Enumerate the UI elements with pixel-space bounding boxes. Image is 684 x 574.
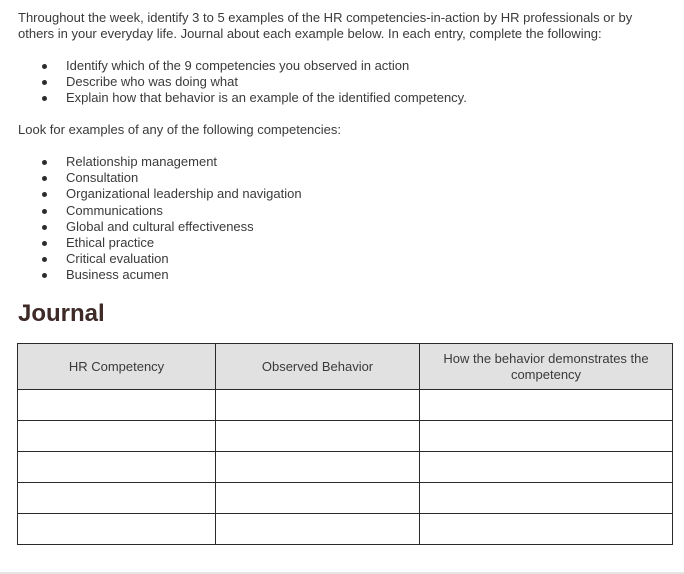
instruction-item	[0, 74, 467, 90]
competency-item	[0, 267, 302, 283]
bullet-icon	[42, 192, 47, 197]
column-header-observed-behavior: Observed Behavior	[216, 344, 420, 390]
bullet-icon	[42, 160, 47, 165]
competency-item	[0, 235, 302, 251]
observed-behavior-cell[interactable]	[216, 483, 420, 514]
bullet-icon	[42, 225, 47, 230]
table-row	[18, 421, 673, 452]
bullet-icon	[42, 241, 47, 246]
table-row	[18, 452, 673, 483]
competency-text: Global and cultural effectiveness	[66, 218, 254, 234]
observed-behavior-cell[interactable]	[216, 421, 420, 452]
demonstrates-cell[interactable]	[420, 390, 673, 421]
instructions-list	[0, 58, 467, 107]
instruction-item	[0, 58, 467, 74]
demonstrates-cell[interactable]	[420, 483, 673, 514]
bullet-icon	[42, 209, 47, 214]
table-row	[18, 483, 673, 514]
column-header-how-demonstrates: How the behavior demonstrates the competency	[420, 344, 673, 390]
competency-text: Relationship management	[66, 154, 218, 169]
journal-header-row	[18, 344, 673, 390]
demonstrates-cell[interactable]	[420, 421, 673, 452]
observed-behavior-cell[interactable]	[216, 514, 420, 545]
bullet-icon	[42, 257, 47, 262]
bullet-icon	[42, 96, 47, 101]
intro-paragraph: Throughout the week, identify 3 to 5 examples of the HR competencies-in-action by HR professionals or by others in your everyday life. Journal about each example below. In each entry, complete the following:	[18, 10, 633, 41]
competency-item	[0, 203, 302, 219]
instruction-text: Identify which of the 9 competencies you observed in action	[66, 58, 410, 73]
bullet-icon	[42, 273, 47, 278]
competency-item	[0, 170, 302, 186]
hr-competency-cell[interactable]	[18, 514, 216, 545]
demonstrates-cell[interactable]	[420, 452, 673, 483]
demonstrates-cell[interactable]	[420, 514, 673, 545]
competency-text: Organizational leadership and navigation	[66, 186, 302, 202]
journal-heading: Journal	[18, 300, 105, 327]
table-row	[18, 514, 673, 545]
observed-behavior-cell[interactable]	[216, 390, 420, 421]
competency-text: Ethical practice	[66, 235, 155, 251]
competency-text: Consultation	[66, 170, 139, 186]
competency-item	[0, 186, 302, 202]
instruction-text: Explain how that behavior is an example of the identified competency.	[66, 90, 467, 106]
hr-competency-cell[interactable]	[18, 421, 216, 452]
competency-item	[0, 251, 302, 267]
instruction-text: Describe who was doing what	[66, 74, 238, 90]
journal-table	[17, 343, 673, 545]
instruction-item	[0, 90, 467, 106]
competencies-list	[0, 154, 302, 284]
competency-text: Business acumen	[66, 267, 169, 283]
bullet-icon	[42, 176, 47, 181]
table-row	[18, 390, 673, 421]
competency-text: Critical evaluation	[66, 251, 169, 267]
bullet-icon	[42, 80, 47, 85]
competency-text: Communications	[66, 202, 163, 218]
observed-behavior-cell[interactable]	[216, 452, 420, 483]
hr-competency-cell[interactable]	[18, 390, 216, 421]
bullet-icon	[42, 64, 47, 69]
hr-competency-cell[interactable]	[18, 452, 216, 483]
competency-item	[0, 219, 302, 235]
column-header-hr-competency: HR Competency	[18, 344, 216, 390]
competency-item	[0, 154, 302, 170]
look-for-paragraph: Look for examples of any of the following competencies:	[18, 122, 342, 137]
hr-competency-cell[interactable]	[18, 483, 216, 514]
